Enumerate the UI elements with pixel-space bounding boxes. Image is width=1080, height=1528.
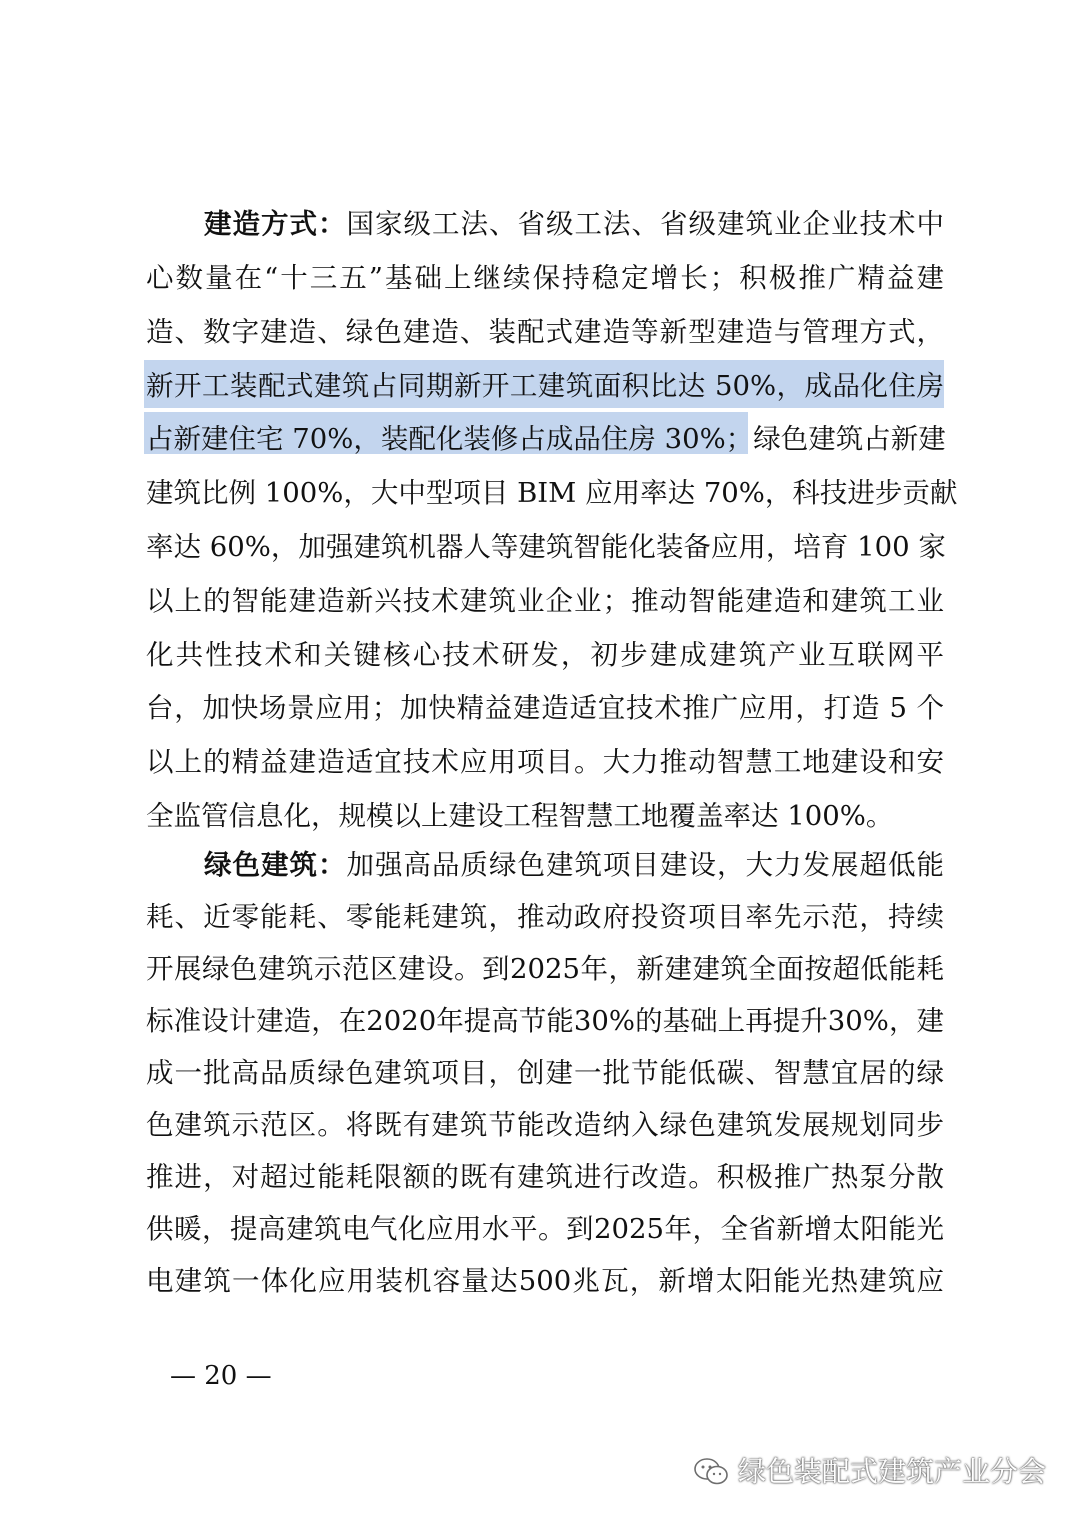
wechat-icon (692, 1456, 730, 1488)
paragraph-line: 台，加快场景应用；加快精益建造适宜技术推广应用，打造 5 个 (146, 692, 944, 724)
paragraph-line: 供暖，提高建筑电气化应用水平。到2025年，全省新增太阳能光 (146, 1213, 944, 1245)
paragraph-line: 新开工装配式建筑占同期新开工建筑面积比达 50%，成品化住房 (146, 370, 944, 402)
paragraph-line (204, 838, 944, 892)
paragraph-line: 色建筑示范区。将既有建筑节能改造纳入绿色建筑发展规划同步 (146, 1109, 944, 1141)
paragraph-line: 造、数字建造、绿色建造、装配式建造等新型建造与管理方式， (146, 316, 944, 348)
paragraph-line: 电建筑一体化应用装机容量达500兆瓦，新增太阳能光热建筑应 (146, 1265, 944, 1297)
paragraph-line: 率达 60%，加强建筑机器人等建筑智能化装备应用，培育 100 家 (146, 531, 946, 563)
paragraph-line: 耗、近零能耗、零能耗建筑，推动政府投资项目率先示范，持续 (146, 901, 944, 933)
paragraph-line (204, 197, 944, 251)
paragraph-line: 以上的智能建造新兴技术建筑业企业；推动智能建造和建筑工业 (146, 585, 944, 617)
paragraph-line: 心数量在“十三五”基础上继续保持稳定增长；积极推广精益建 (146, 262, 944, 294)
page-number: — 20 — (170, 1361, 272, 1391)
paragraph-line: 占新建住宅 70%，装配化装修占成品住房 30%；绿色建筑占新建 (146, 423, 946, 455)
paragraph-line: 化共性技术和关键核心技术研发，初步建成建筑产业互联网平 (146, 639, 944, 671)
paragraph-line: 全监管信息化，规模以上建设工程智慧工地覆盖率达 100%。 (146, 800, 894, 832)
paragraph-line: 成一批高品质绿色建筑项目，创建一批节能低碳、智慧宜居的绿 (146, 1057, 944, 1089)
paragraph-line: 以上的精益建造适宜技术应用项目。大力推动智慧工地建设和安 (146, 746, 944, 778)
paragraph-line: 推进，对超过能耗限额的既有建筑进行改造。积极推广热泵分散 (146, 1161, 944, 1193)
section-heading: 绿色建筑： (204, 849, 347, 881)
paragraph-line: 标准设计建造，在2020年提高节能30%的基础上再提升30%，建 (146, 1005, 944, 1037)
paragraph-text: 国家级工法、省级工法、省级建筑业企业技术中 (346, 208, 944, 240)
paragraph-line: 开展绿色建筑示范区建设。到2025年，新建建筑全面按超低能耗 (146, 953, 944, 985)
paragraph-text: 加强高品质绿色建筑项目建设，大力发展超低能 (346, 849, 944, 881)
watermark-text: 绿色装配式建筑产业分会 (737, 1455, 1046, 1488)
section-heading: 建造方式： (204, 208, 347, 240)
watermark (692, 1452, 1046, 1492)
paragraph-line: 建筑比例 100%，大中型项目 BIM 应用率达 70%，科技进步贡献 (146, 477, 958, 509)
